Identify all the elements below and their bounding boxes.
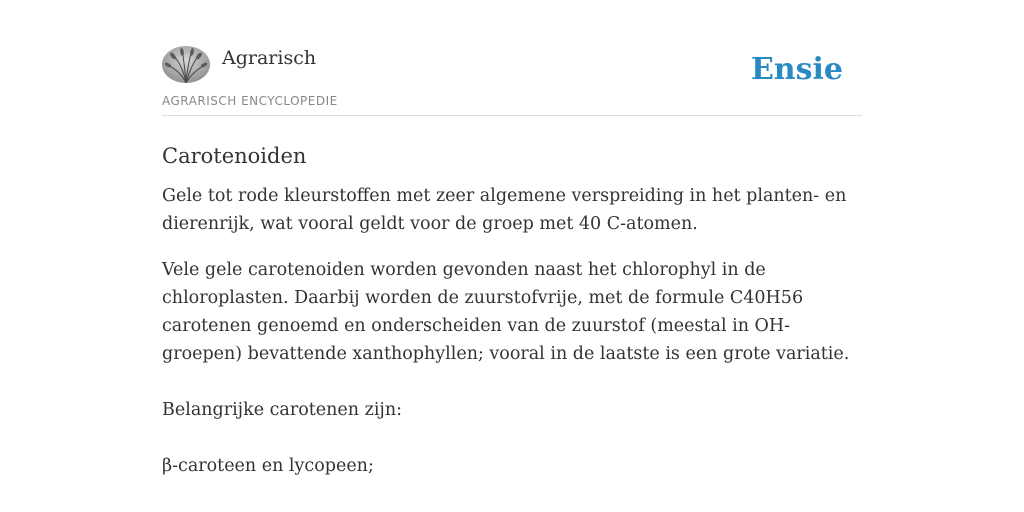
article-title: Carotenoiden [162,144,307,168]
ensie-brand-link[interactable]: Ensie [750,52,843,87]
article-paragraph: β-caroteen en lycopeen; [162,456,374,476]
article-paragraph: Gele tot rode kleurstoffen met zeer algemene verspreiding in het planten- en dierenrijk, wat vooral geldt voor de groep met 40 C-atomen. [162,186,847,234]
article-paragraph: Belangrijke carotenen zijn: [162,400,403,420]
article-paragraph: Vele gele carotenoiden worden gevonden naast het chlorophyl in de chloroplasten. Daarbij worden de zuurstofvrije, met de formule C40H56 carotenen genoemd en onderscheiden van de zuurstof (meestal in OH-groepen) bevattende xanthophyllen; vooral in de laatste is een grote variatie. [162,260,850,364]
article-body [162,182,862,480]
wheat-logo-icon[interactable] [162,46,210,83]
page [162,0,862,480]
site-header [162,46,862,116]
site-name[interactable]: Agrarisch [222,47,317,69]
site-subtitle: AGRARISCH ENCYCLOPEDIE [162,94,338,108]
